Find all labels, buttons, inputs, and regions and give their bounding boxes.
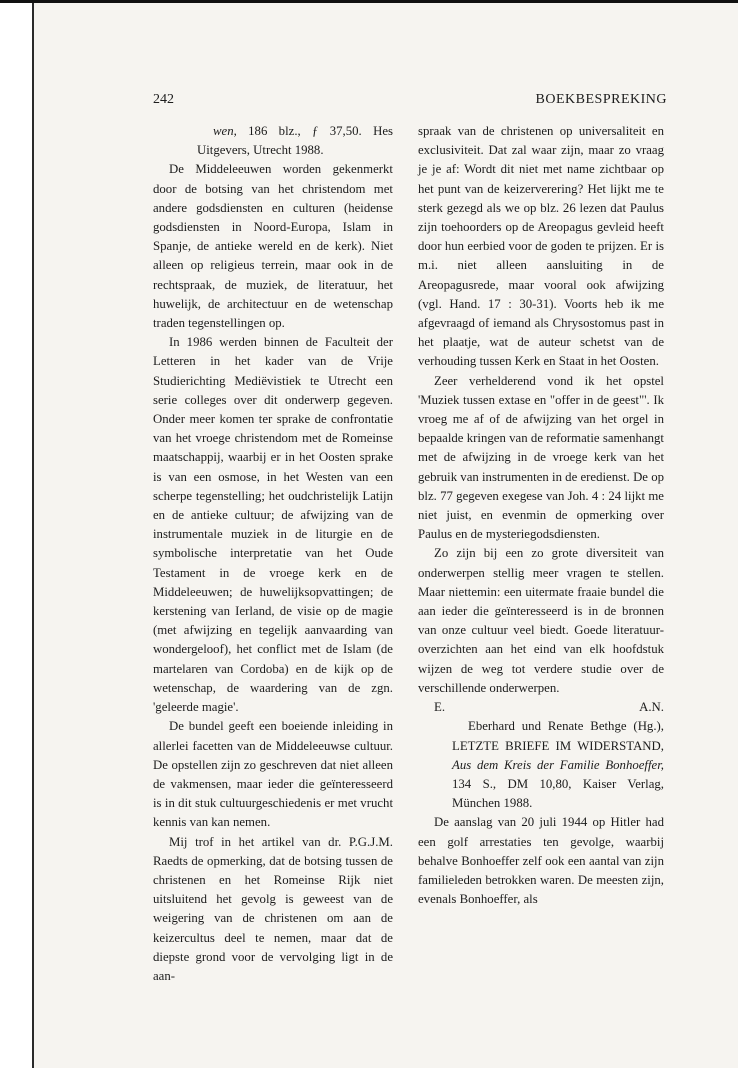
paragraph: De bundel geeft een boeiende inleiding in allerlei facetten van de Middeleeuwse cultuur. De opstellen zijn zo geschreven dat niet alleen de vakmensen, maar ieder die geïnteresseerd is in dit stuk cultuurgeschiedenis er met vrucht kennis van kan nemen. bbox=[153, 719, 393, 830]
page-number: 242 bbox=[153, 92, 174, 107]
ref-details: 186 blz., ƒ 37,50. Hes Uitgevers, Utrecht 1988. bbox=[197, 124, 393, 158]
right-column bbox=[418, 122, 664, 909]
signature-right: A.N. bbox=[639, 700, 664, 715]
paragraph: Zeer verhelderend vond ik het opstel 'Muziek tussen extase en "offer in de geest"'. Ik vroeg me af of de afwijzing van het orgel in bepaalde kringen van de reformatie samenhangt met de afwijzing in de vroege kerk van het gebruik van instrumenten in de eredienst. De op blz. 77 gegeven exegese van Joh. 4 : 24 lijkt me niet juist, en evenmin de opmerking over Paulus en de mysteriegodsdiensten. bbox=[418, 373, 664, 542]
book-reference bbox=[418, 717, 664, 813]
page-header bbox=[153, 92, 667, 110]
paragraph: Mij trof in het artikel van dr. P.G.J.M. Raedts de opmerking, dat de botsing tussen de christenen en het Romeinse Rijk niet uitsluitend het gevolg is geweest van de weigering van de christenen om aan de keizercultus deel te nemen, maar dat de diepste grond voor de vervolging ligt in de aan- bbox=[153, 834, 393, 983]
signature-left: E. bbox=[434, 700, 446, 715]
ref-title: wen, bbox=[213, 124, 237, 138]
running-head: BOEKBESPREKING bbox=[535, 92, 667, 107]
ref2-details: 134 S., DM 10,80, Kaiser Verlag, München 1988. bbox=[452, 776, 664, 811]
ref2-plain: Eberhard und Renate Bethge (Hg.), LETZTE BRIEFE IM WIDERSTAND, bbox=[452, 719, 664, 753]
paragraph: spraak van de christenen op universaliteit en exclusiviteit. Dat zal waar zijn, maar zo vraag je je af: Wordt dit niet met name zichtbaar op het punt van de keizerverering? Het lijkt me te sterk gezegd als we op blz. 26 lezen dat Paulus zijn toehoorders op de Areopagus gevleid heeft door hun eerbied voor de goden te prijzen. Er is m.i. niet alleen aansluiting in de Areopagusrede, maar vooral ook afwijzing (vgl. Hand. 17 : 30-31). Voorts heb ik me afgevraagd of iemand als Chrysostomus past in het plaatje, wat de auteur schetst van de verhouding tussen Kerk en Staat in het Oosten. bbox=[418, 124, 664, 369]
paragraph: De Middeleeuwen worden gekenmerkt door de botsing van het christendom met andere godsdiensten en culturen (heidense godsdiensten in Noord-Europa, Islam in Spanje, de antieke wereld en de kerk). Niet alleen op religieus terrein, maar ook in de rechtspraak, de muziek, de literatuur, het huwelijk, de architectuur en de wetenschap traden tegenstellingen op. bbox=[153, 162, 393, 331]
paragraph: De aanslag van 20 juli 1944 op Hitler had een golf arrestaties ten gevolge, waarbij behalve Bonhoeffer zelf ook een aantal van zijn familieleden betrokken waren. De meesten zijn, evenals Bonhoeffer, als bbox=[418, 815, 664, 907]
left-column bbox=[153, 122, 393, 986]
paragraph: Zo zijn bij een zo grote diversiteit van onderwerpen stellig meer vragen te stellen. Maar niettemin: een uitermate fraaie bundel die aan ieder die geïnteresseerd is in de bronnen van onze cultuur veel biedt. Goede literatuur-overzichten aan het eind van elk hoofdstuk wijzen de weg tot verdere studie over de verschillende onderwerpen. bbox=[418, 546, 664, 695]
paragraph: In 1986 werden binnen de Faculteit der Letteren in het kader van de Vrije Studierichting Mediëvistiek te Utrecht een serie colleges over dit onderwerp gegeven. Onder meer komen ter sprake de confrontatie van het vroege christendom met de Romeinse maatschappij, waarbij er in het Oosten sprake is van een osmose, in het Westen van een scherpe tegenstelling; het oudchristelijk Latijn en de antieke cultuur; de afwijzing van de instrumentale muziek in de liturgie en de symbolische interpretatie van het Oude Testament in de vroege kerk en de Middeleeuwen; de huwelijksopvattingen; de kerstening van Ierland, de visie op de magie (met afwijzing en tegelijk aanvaarding van wondergeloof), het conflict met de Islam (de martelaren van Cordoba) en de kijk op de wetenschap, de waardering van de zgn. 'geleerde magie'. bbox=[153, 335, 393, 715]
review-signature bbox=[418, 698, 664, 717]
book-reference-continued bbox=[153, 122, 393, 160]
ref2-title: Aus dem Kreis der Familie Bonhoeffer, bbox=[452, 757, 664, 772]
